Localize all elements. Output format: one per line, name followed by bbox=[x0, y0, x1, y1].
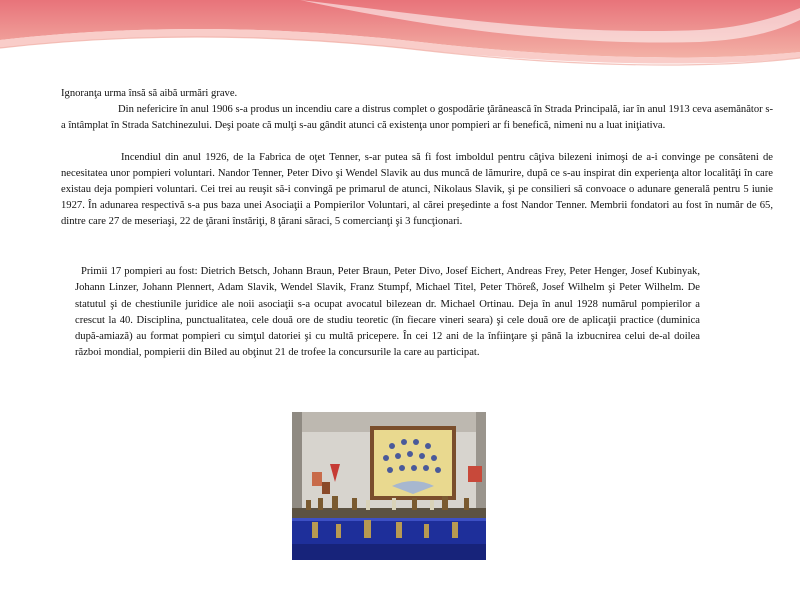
trophy-room-photo bbox=[292, 412, 486, 560]
paragraph-1: Ignoranţa urma însă să aibă urmări grave. bbox=[61, 88, 238, 99]
paragraph-4: Primii 17 pompieri au fost: Dietrich Betsch, Johann Braun, Peter Braun, Peter Divo, Josef Eichert, Andreas Frey, Peter Henger, Josef Kubinyak, Johann Linzer, Johann Plennert, Adam Slavik, Wendel Slavik, Franz Stumpf, Michael Titel, Peter Thöreß, Josef Wilhelm şi Peter Wilhelm. De statutul şi de chestiunile juridice ale noii asociaţii s-a ocupat avocatul bilezean dr. Michael Ortinau. Deja în anul 1928 numărul pompierilor a crescut la 40. Disciplina, punctualitatea, cele două ore de studiu teoretic (în fiecare vineri seara) şi cele două ore de aplicaţii practice (duminica după-amiază) au format pompieri cu simţul datoriei şi cu multă pricepere. În cei 12 ani de la înfiinţare şi până la izbucnirea celui de-al doilea război mondial, pompierii din Biled au obţinut 21 de trofee la concursurile la care au participat. bbox=[75, 266, 700, 359]
paragraph-3: Incendiul din anul 1926, de la Fabrica de oţet Tenner, s-ar putea să fi fost imboldul pentru câţiva bilezeni inimoşi de a-i convinge pe consăteni de necesitatea unor pompieri voluntari. Nandor Tenner, Peter Divo şi Wendel Slavik au dus muncă de lămurire, după ce s-au inspirat din experienţa altor localităţi în care existau deja pompieri voluntari. Cei trei au reuşit să-i convingă pe primarul de atunci, Nikolaus Slavik, şi pe consilieri să convoace o adunare generală pentru 5 iunie 1927. În adunarea respectivă s-a pus baza unei Asociaţii a Pompierilor Voluntari, al cărei preşedinte a fost Nandor Tenner. Membrii fondatori au fost în număr de 65, dintre care 27 de meseriaşi, 22 de ţărani înstăriţi, 8 ţărani săraci, 5 comercianţi şi 3 funcţionari. bbox=[61, 152, 773, 227]
paragraph-2: Din nefericire în anul 1906 s-a produs un incendiu care a distrus complet o gospodărie ţărănească în Strada Principală, iar în anul 1913 ceva asemănător s-a întâmplat în Strada Satchinezului. Deşi poate că mulţi s-au gândit atunci că existenţa unor pompieri ar fi benefică, nimeni nu a luat iniţiativa. bbox=[61, 104, 773, 131]
